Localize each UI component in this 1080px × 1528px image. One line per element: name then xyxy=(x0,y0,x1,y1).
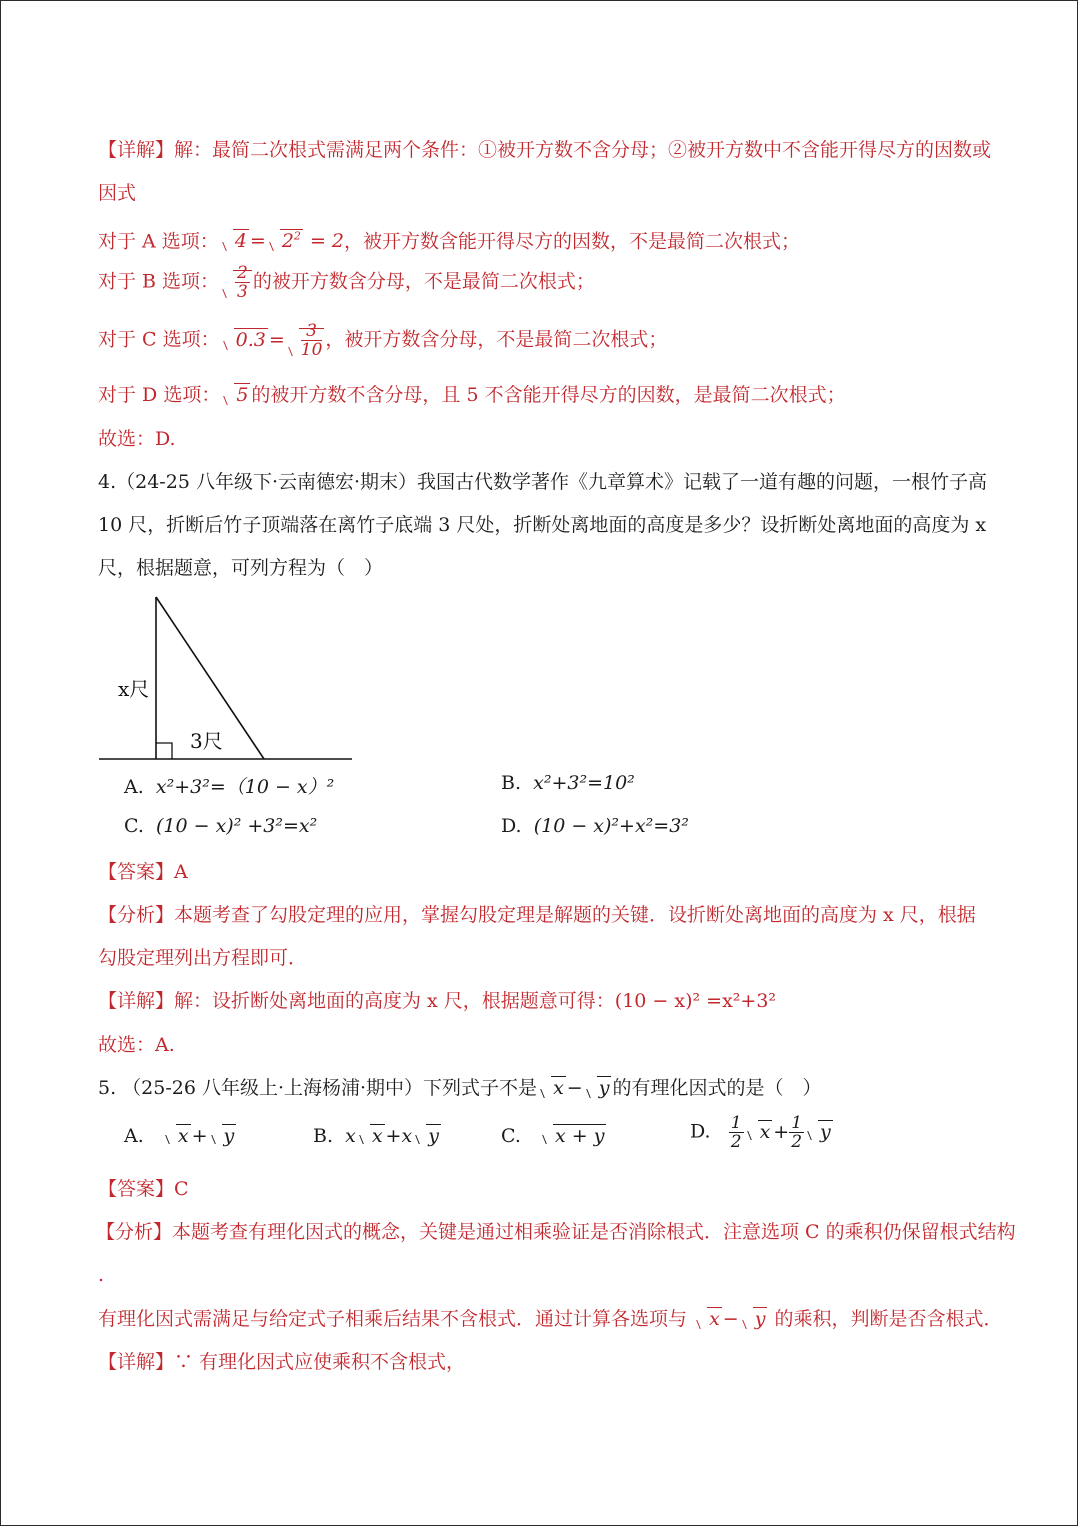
q4-option-c-label: C. xyxy=(124,815,144,837)
q5-option-b[interactable] xyxy=(313,1125,442,1147)
q4-bamboo-figure xyxy=(96,592,356,762)
q5-detail: 【详解】∵ 有理化因式应使乘积不含根式， xyxy=(98,1351,466,1373)
q4-detail: 【详解】解：设折断处离地面的高度为 x 尺，根据题意可得：(10 − x)² =x²+3² xyxy=(98,990,777,1012)
q4-option-a-text: x²+3²=（10 − x）² xyxy=(155,776,335,798)
q5-stem-formula: x − y xyxy=(537,1077,612,1099)
q5-analysis-line1: 【分析】本题考查有理化因式的概念，关键是通过相乘验证是否消除根式．注意选项 C 的乘积仍保留根式结构 xyxy=(96,1221,1016,1243)
q5-option-c-formula: x + y xyxy=(539,1125,607,1147)
q3-b-rest: 的被开方数含分母，不是最简二次根式； xyxy=(252,270,595,293)
q4-option-c-text: (10 − x)² +3²=x² xyxy=(156,815,318,837)
q3-d-rest: 的被开方数不含分母，且 5 不含能开得尽方的因数，是最简二次根式； xyxy=(251,384,846,406)
q4-option-a-label: A. xyxy=(124,776,144,798)
q5-option-d-formula: $\frac{1}{2}$ x + $\frac{1}{2}$ y xyxy=(730,1113,831,1152)
q4-option-a[interactable] xyxy=(124,772,334,799)
q4-option-b-label: B. xyxy=(501,772,522,794)
q3-d-formula: 5 xyxy=(220,384,251,406)
q5-analysis-line2: . xyxy=(98,1264,105,1286)
q5-analysis-line3-prefix: 有理化因式需满足与给定式子相乘后结果不含根式．通过计算各选项与 xyxy=(98,1308,688,1330)
q4-option-b-text: x²+3²=10² xyxy=(533,772,635,794)
q3-a-prefix: 对于 A 选项： xyxy=(98,230,219,253)
q4-option-d-text: (10 − x)²+x²=3² xyxy=(533,815,689,837)
label-height: x尺 xyxy=(118,677,150,701)
right-angle-mark xyxy=(156,743,172,759)
q5-option-c[interactable] xyxy=(501,1125,607,1147)
label-base: 3尺 xyxy=(190,729,223,753)
q5-option-a-formula: x + y xyxy=(162,1125,237,1147)
q3-detail-line2: 因式 xyxy=(98,182,137,204)
q5-stem-prefix: 5. （25-26 八年级上·上海杨浦·期中）下列式子不是 xyxy=(98,1077,538,1099)
q4-option-d[interactable] xyxy=(501,815,689,837)
q4-conclusion: 故选：A. xyxy=(98,1034,175,1056)
q4-option-d-label: D. xyxy=(501,815,522,837)
q5-option-a[interactable] xyxy=(124,1125,237,1147)
q3-c-rest: ，被开方数含分母，不是最简二次根式； xyxy=(325,328,668,351)
q4-analysis-line1: 【分析】本题考查了勾股定理的应用，掌握勾股定理是解题的关键．设折断处离地面的高度为 x 尺，根据 xyxy=(98,904,976,926)
q4-option-b[interactable] xyxy=(501,772,635,794)
q3-detail-line1: 【详解】解：最简二次根式需满足两个条件：①被开方数不含分母；②被开方数中不含能开得尽方的因数或 xyxy=(98,139,992,161)
q5-analysis-formula: x − y xyxy=(693,1308,768,1330)
q5-option-b-label: B. xyxy=(313,1125,334,1147)
q3-c-prefix: 对于 C 选项： xyxy=(98,328,220,351)
q3-d-prefix: 对于 D 选项： xyxy=(98,384,221,406)
q3-option-a-explanation xyxy=(98,224,800,254)
q3-b-prefix: 对于 B 选项： xyxy=(98,270,220,293)
q5-stem xyxy=(98,1075,821,1101)
q4-stem-line2: 10 尺，折断后竹子顶端落在离竹子底端 3 尺处，折断处离地面的高度是多少？设折断处离地面的高度为 x xyxy=(98,514,987,536)
q3-option-d-explanation xyxy=(98,382,846,408)
q5-option-d[interactable] xyxy=(690,1114,834,1151)
q4-stem-line3: 尺，根据题意，可列方程为（ ） xyxy=(98,557,384,579)
q3-a-formula: $4 = 2^2 = 2$ xyxy=(219,230,344,252)
q4-analysis-line2: 勾股定理列出方程即可． xyxy=(98,947,308,969)
q3-option-c-explanation xyxy=(98,322,667,359)
q5-option-d-label: D. xyxy=(690,1120,711,1143)
q5-analysis-line3 xyxy=(98,1306,1003,1332)
q4-answer: 【答案】A xyxy=(98,861,188,883)
q4-option-c[interactable] xyxy=(124,815,317,837)
q3-b-formula: $\frac{2}{3}$ xyxy=(219,264,252,301)
q5-option-c-label: C. xyxy=(501,1125,521,1147)
q5-option-a-label: A. xyxy=(124,1125,144,1147)
q5-analysis-line3-suffix: 的乘积，判断是否含根式． xyxy=(774,1308,1003,1330)
q3-option-b-explanation xyxy=(98,264,595,301)
q5-option-b-formula: x x +x y xyxy=(345,1125,439,1147)
q3-conclusion: 故选：D. xyxy=(98,428,176,450)
q4-stem-line1: 4.（24-25 八年级下·云南德宏·期末）我国古代数学著作《九章算术》记载了一道有趣的问题，一根竹子高 xyxy=(98,471,988,493)
q5-stem-suffix: 的有理化因式的是（ ） xyxy=(612,1077,822,1099)
q3-a-rest: ，被开方数含能开得尽方的因数，不是最简二次根式； xyxy=(344,230,801,253)
q5-answer: 【答案】C xyxy=(98,1178,189,1200)
q3-c-formula: 0.3 = $\frac{3}{10}$ xyxy=(220,329,326,351)
